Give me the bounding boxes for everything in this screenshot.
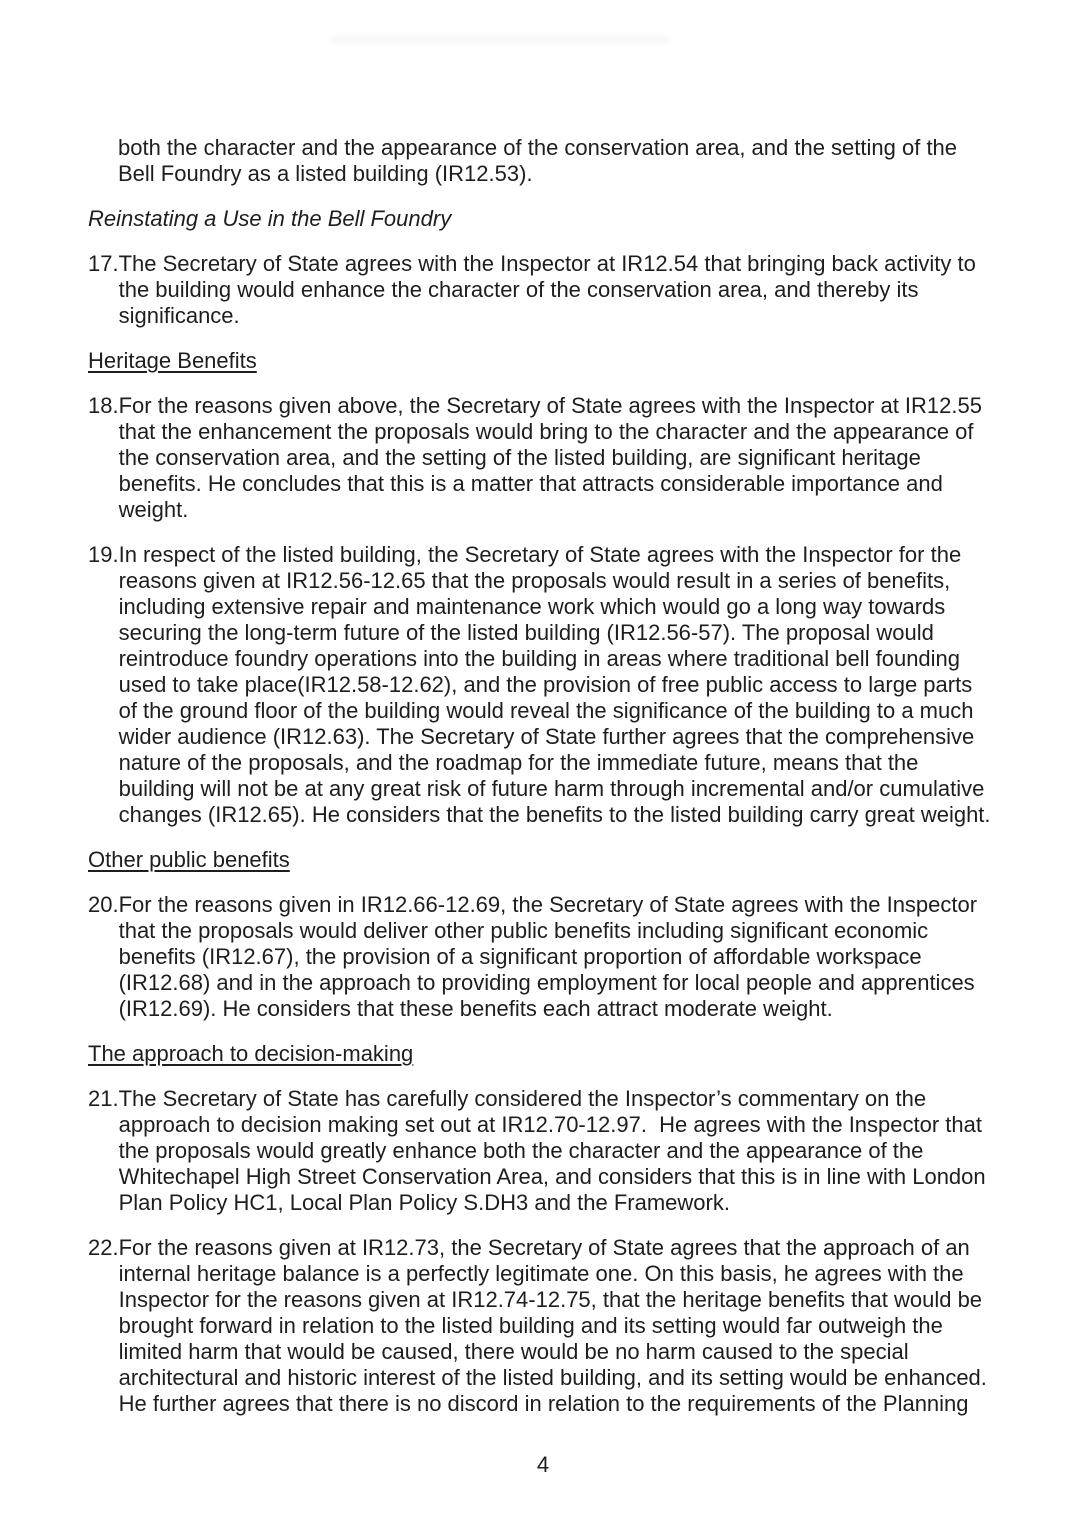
numbered-paragraph-22 <box>88 1235 998 1417</box>
paragraph-text: In respect of the listed building, the Secretary of State agrees with the Inspector for the reasons given at IR12.56-12.65 that the proposals would result in a series of benefits, including extensive repair and maintenance work which would go a long way towards securing the long-term future of the listed building (IR12.56-57). The proposal would reintroduce foundry operations into the building in areas where traditional bell founding used to take place(IR12.58-12.62), and the provision of free public access to large parts of the ground floor of the building would reveal the significance of the building to a much wider audience (IR12.63). The Secretary of State further agrees that the comprehensive nature of the proposals, and the roadmap for the immediate future, means that the building will not be at any great risk of future harm through incremental and/or cumulative changes (IR12.65). He considers that the benefits to the listed building carry great weight. <box>118 542 991 827</box>
page-content <box>88 135 998 1436</box>
paragraph-number: 18. <box>88 393 119 418</box>
paragraph-text: The Secretary of State has carefully considered the Inspector’s commentary on the approach to decision making set out at IR12.70-12.97. He agrees with the Inspector that the proposals would greatly enhance both the character and the appearance of the Whitechapel High Street Conservation Area, and considers that this is in line with London Plan Policy HC1, Local Plan Policy S.DH3 and the Framework. <box>118 1086 992 1215</box>
scan-artifact <box>330 36 670 43</box>
page-number: 4 <box>536 1452 550 1477</box>
section-heading-approach-to-decision-making: The approach to decision-making <box>88 1041 414 1066</box>
section-heading-reinstating-a-use: Reinstating a Use in the Bell Foundry <box>88 206 452 231</box>
paragraph-text: For the reasons given at IR12.73, the Secretary of State agrees that the approach of an internal heritage balance is a perfectly legitimate one. On this basis, he agrees with the Inspector for the reasons given at IR12.74-12.75, that the heritage benefits that would be brought forward in relation to the listed building and its setting would far outweigh the limited harm that would be caused, there would be no harm caused to the special architectural and historic interest of the listed building, and its setting would be enhanced. He further agrees that there is no discord in relation to the requirements of the Planning <box>118 1235 994 1416</box>
paragraph-number: 21. <box>88 1086 119 1111</box>
section-heading-heritage-benefits: Heritage Benefits <box>88 348 257 373</box>
numbered-paragraph-20 <box>88 892 998 1022</box>
section-heading-other-public-benefits: Other public benefits <box>88 847 290 872</box>
numbered-paragraph-21 <box>88 1086 998 1216</box>
paragraph-number: 19. <box>88 542 119 567</box>
paragraph-number: 22. <box>88 1235 119 1260</box>
paragraph-number: 20. <box>88 892 119 917</box>
paragraph-text: The Secretary of State agrees with the Inspector at IR12.54 that bringing back activity to the building would enhance the character of the conservation area, and thereby its significance. <box>118 251 982 328</box>
continuation-paragraph: both the character and the appearance of the conservation area, and the setting of the Bell Foundry as a listed building (IR12.53). <box>118 135 964 186</box>
numbered-paragraph-18 <box>88 393 998 523</box>
paragraph-number: 17. <box>88 251 119 276</box>
paragraph-text: For the reasons given in IR12.66-12.69, the Secretary of State agrees with the Inspector that the proposals would deliver other public benefits including significant economic benefits (IR12.67), the provision of a significant proportion of affordable workspace (IR12.68) and in the approach to providing employment for local people and apprentices (IR12.69). He considers that these benefits each attract moderate weight. <box>118 892 984 1021</box>
paragraph-text: For the reasons given above, the Secretary of State agrees with the Inspector at IR12.55 that the enhancement the proposals would bring to the character and the appearance of the conservation area, and the setting of the listed building, are significant heritage benefits. He concludes that this is a matter that attracts considerable importance and weight. <box>118 393 989 522</box>
numbered-paragraph-19 <box>88 542 998 828</box>
numbered-paragraph-17 <box>88 251 998 329</box>
page-footer <box>0 1452 1086 1478</box>
